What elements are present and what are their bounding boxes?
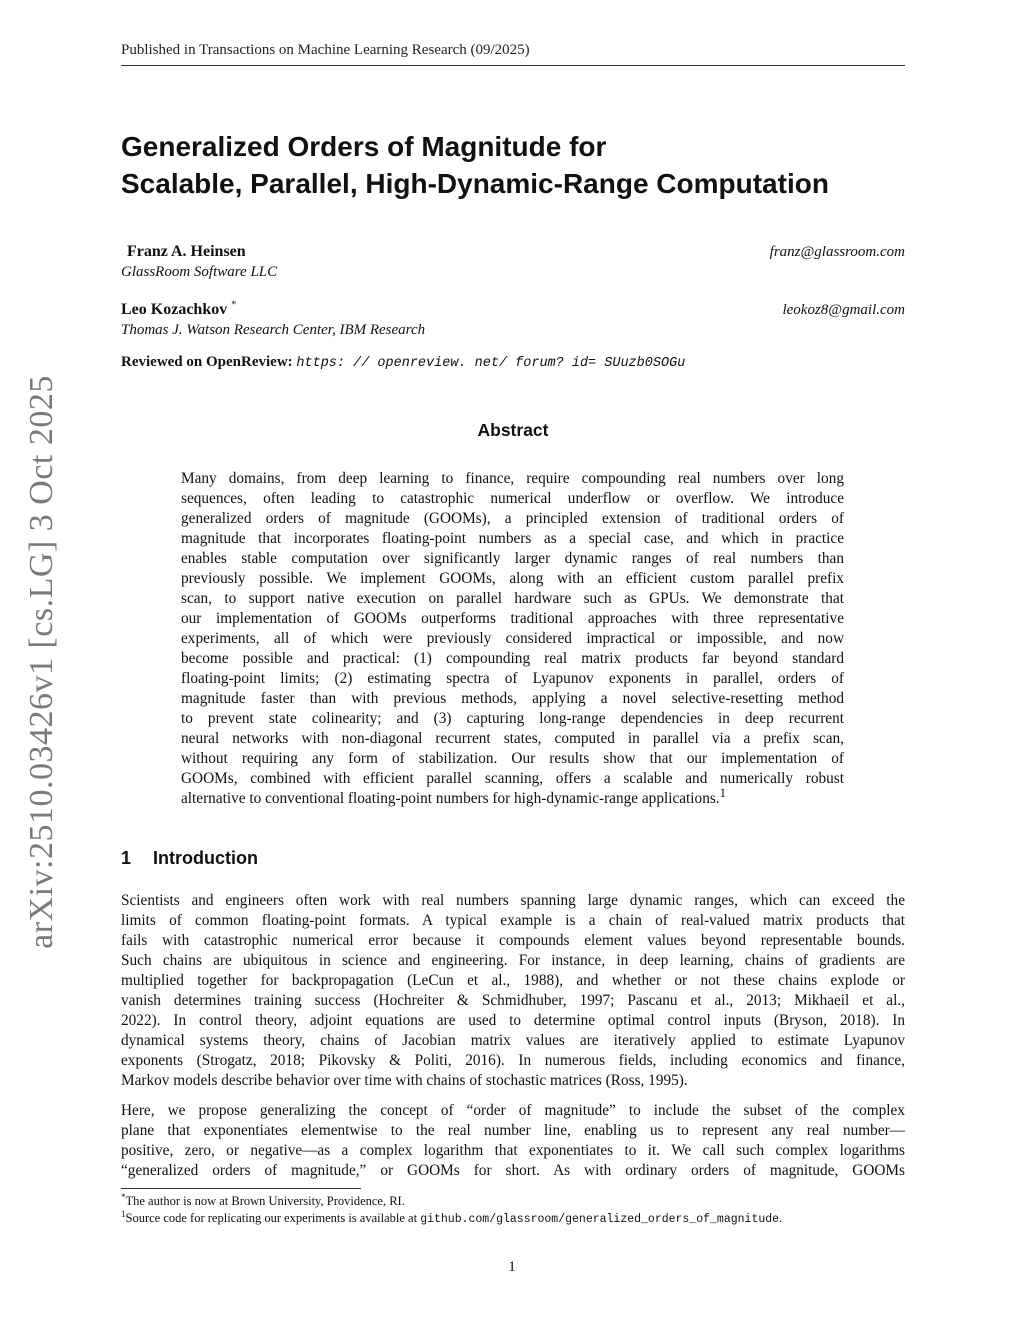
author-name-text: Franz A. Heinsen — [127, 243, 246, 260]
abstract-line: magnitude that incorporates floating-point numbers as a special case, and which in practice — [181, 530, 844, 547]
paragraph-line: dynamical systems theory, chains of Jacobian matrix values are iteratively applied to estimate Lyapunov — [121, 1032, 905, 1049]
paragraph-line: Such chains are ubiquitous in science and engineering. For instance, in deep learning, chains of gradients are — [121, 952, 905, 969]
paragraph-line: positive, zero, or negative—as a complex logarithm that exponentiates to it. We call such complex logarithms — [121, 1142, 905, 1159]
abstract-line: floating-point limits; (2) estimating spectra of Lyapunov exponents in parallel, orders of — [181, 670, 844, 687]
abstract-line-text: alternative to conventional floating-point numbers for high-dynamic-range applications. — [181, 790, 720, 807]
paragraph-line: Markov models describe behavior over time with chains of stochastic matrices (Ross, 1995). — [121, 1072, 688, 1089]
author-affiliation: Thomas J. Watson Research Center, IBM Research — [121, 322, 426, 338]
author-name-text: Leo Kozachkov — [121, 301, 228, 318]
paragraph-line: 2022). In control theory, adjoint equations are used to determine optimal control inputs (Bryson, 2018). In — [121, 1012, 905, 1029]
title-line-2: Scalable, Parallel, High-Dynamic-Range Computation — [121, 168, 829, 199]
abstract-line: generalized orders of magnitude (GOOMs), a principled extension of traditional orders of — [181, 510, 844, 527]
paragraph-line: Scientists and engineers often work with real numbers spanning large dynamic ranges, which can exceed the — [121, 892, 905, 909]
paragraph-line: limits of common floating-point formats. A typical example is a chain of real-valued matrix products that — [121, 912, 905, 929]
abstract-line: without requiring any form of stabilization. Our results show that our implementation of — [181, 750, 844, 767]
abstract-line: become possible and practical: (1) compounding real matrix products far beyond standard — [181, 650, 844, 667]
author-email: leokoz8@gmail.com — [782, 302, 905, 318]
footnote-1 — [121, 1193, 905, 1210]
abstract-line: our implementation of GOOMs outperforms traditional approaches with three representative — [181, 610, 844, 627]
arxiv-identifier-stamp: arXiv:2510.03426v1 [cs.LG] 3 Oct 2025 — [23, 375, 60, 949]
paragraph-line: multiplied together for backpropagation (LeCun et al., 1988), and whether or not these chains explode or — [121, 972, 905, 989]
footnote-end: . — [779, 1211, 783, 1225]
section-heading — [121, 848, 258, 869]
footnote-divider — [121, 1188, 361, 1189]
paper-title — [121, 128, 905, 202]
abstract-line — [181, 785, 844, 809]
openreview-link[interactable]: https: // openreview. net/ forum? id= SUuzb0SOGu — [296, 356, 686, 371]
abstract-text — [181, 469, 844, 809]
intro-paragraph-2 — [121, 1101, 905, 1181]
paragraph-line: Here, we propose generalizing the concept of “order of magnitude” to include the subset of the complex — [121, 1102, 905, 1119]
section-title: Introduction — [153, 848, 258, 868]
abstract-line: neural networks with non-diagonal recurrent states, computed in parallel via a prefix scan, — [181, 730, 844, 747]
title-line-1: Generalized Orders of Magnitude for — [121, 131, 607, 162]
journal-header: Published in Transactions on Machine Learning Research (09/2025) — [121, 42, 905, 66]
abstract-line: scan, to support native execution on parallel hardware such as GPUs. We demonstrate that — [181, 590, 844, 607]
abstract-heading: Abstract — [477, 420, 549, 440]
author-footnote-marker: * — [231, 299, 237, 311]
footnote-text: The author is now at Brown University, Providence, RI. — [125, 1194, 405, 1208]
author-block-2 — [121, 300, 905, 340]
paragraph-line: vanish determines training success (Hochreiter & Schmidhuber, 1997; Pascanu et al., 2013; Mikhaeil et al., — [121, 992, 905, 1009]
footnote-marker: 1 — [121, 1208, 126, 1219]
paragraph-line: plane that exponentiates elementwise to the real number line, enabling us to represent any real number— — [121, 1122, 905, 1139]
paragraph-line: exponents (Strogatz, 2018; Pikovsky & Politi, 2016). In numerous fields, including economics and finance, — [121, 1052, 905, 1069]
abstract-line: magnitude faster than with previous methods, applying a novel selective-resetting method — [181, 690, 844, 707]
footnote-2 — [121, 1210, 905, 1228]
abstract-line: enables stable computation over significantly larger dynamic ranges of real numbers than — [181, 550, 844, 567]
footnote-text: Source code for replicating our experiments is available at — [125, 1211, 421, 1225]
section-number: 1 — [121, 848, 132, 868]
footnote-marker: * — [121, 1191, 126, 1202]
source-code-link[interactable]: github.com/glassroom/generalized_orders_of_magnitude — [420, 1213, 780, 1226]
abstract-line: experiments, all of which were previously considered impractical or impossible, and now — [181, 630, 844, 647]
paragraph-line: fails with catastrophic numerical error because it compounds element values beyond representable bounds. — [121, 932, 905, 949]
author-affiliation: GlassRoom Software LLC — [121, 264, 278, 280]
abstract-line: sequences, often leading to catastrophic numerical underflow or overflow. We introduce — [181, 490, 844, 507]
abstract-line: Many domains, from deep learning to finance, require compounding real numbers over long — [181, 470, 844, 487]
abstract-line: previously possible. We implement GOOMs, along with an efficient custom parallel prefix — [181, 570, 844, 587]
intro-paragraph-1 — [121, 891, 905, 1091]
paragraph-line: “generalized orders of magnitude,” or GOOMs for short. As with ordinary orders of magnitude, GOOMs — [121, 1162, 905, 1179]
openreview-line — [121, 354, 905, 371]
author-block-1 — [121, 242, 905, 282]
abstract-line: to prevent state colinearity; and (3) capturing long-range dependencies in deep recurrent — [181, 710, 844, 727]
author-email: franz@glassroom.com — [769, 244, 905, 260]
page-number: 1 — [508, 1259, 516, 1275]
footnotes — [121, 1193, 905, 1228]
footnote-marker: 1 — [719, 785, 727, 800]
openreview-label: Reviewed on OpenReview: — [121, 354, 293, 370]
abstract-line: GOOMs, combined with efficient parallel scanning, offers a scalable and numerically robust — [181, 770, 844, 787]
